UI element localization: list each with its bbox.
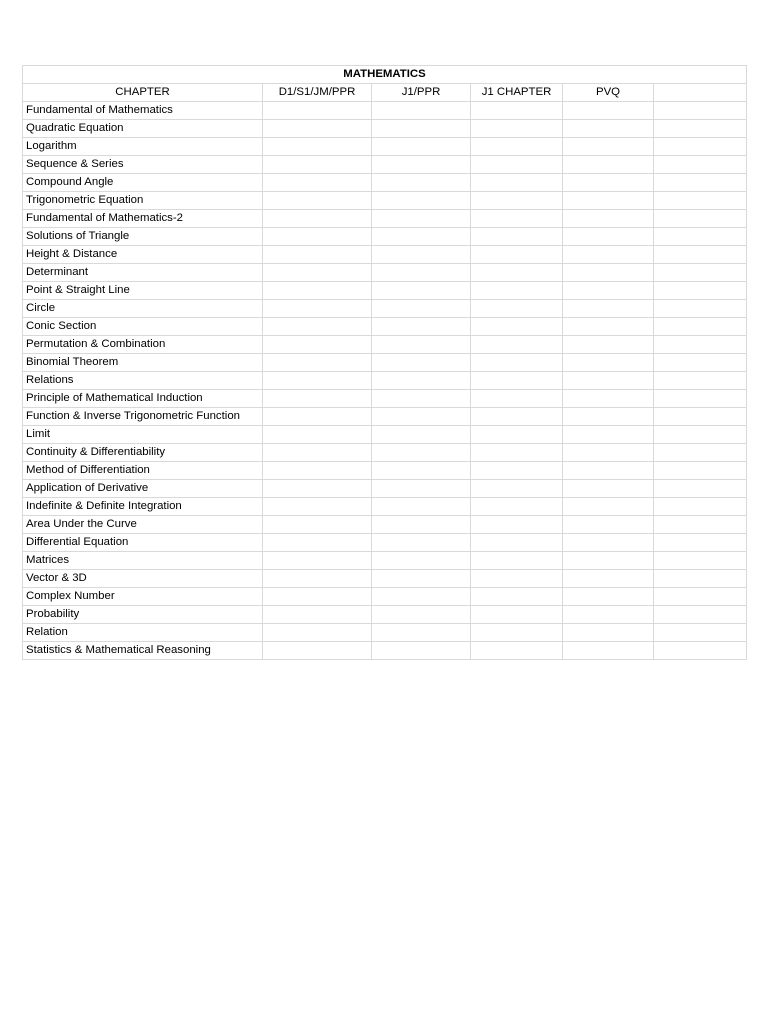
table-row [23, 570, 747, 588]
empty-cell [471, 246, 563, 264]
chapter-name-cell: Complex Number [23, 588, 263, 606]
empty-cell [471, 642, 563, 660]
empty-cell [471, 282, 563, 300]
empty-cell [563, 498, 654, 516]
empty-cell [263, 156, 372, 174]
empty-cell [654, 174, 747, 192]
empty-cell [263, 426, 372, 444]
table-row [23, 210, 747, 228]
empty-cell [263, 588, 372, 606]
empty-cell [654, 264, 747, 282]
table-row [23, 444, 747, 462]
column-header-d1-s1-jm-ppr: D1/S1/JM/PPR [263, 84, 372, 102]
table-row [23, 480, 747, 498]
empty-cell [263, 624, 372, 642]
table-row [23, 174, 747, 192]
empty-cell [471, 534, 563, 552]
chapter-name-cell: Circle [23, 300, 263, 318]
empty-cell [471, 390, 563, 408]
empty-cell [654, 534, 747, 552]
empty-cell [563, 156, 654, 174]
empty-cell [263, 534, 372, 552]
empty-cell [263, 174, 372, 192]
empty-cell [563, 534, 654, 552]
empty-cell [563, 174, 654, 192]
empty-cell [372, 516, 471, 534]
empty-cell [372, 210, 471, 228]
empty-cell [372, 534, 471, 552]
empty-cell [372, 570, 471, 588]
empty-cell [263, 102, 372, 120]
empty-cell [654, 516, 747, 534]
chapter-name-cell: Continuity & Differentiability [23, 444, 263, 462]
empty-cell [471, 516, 563, 534]
empty-cell [372, 264, 471, 282]
empty-cell [263, 462, 372, 480]
empty-cell [372, 498, 471, 516]
empty-cell [471, 408, 563, 426]
table-row [23, 372, 747, 390]
empty-cell [372, 282, 471, 300]
column-header-j1-chapter: J1 CHAPTER [471, 84, 563, 102]
empty-cell [654, 318, 747, 336]
table-row [23, 264, 747, 282]
empty-cell [563, 192, 654, 210]
empty-cell [471, 336, 563, 354]
empty-cell [471, 354, 563, 372]
column-header-j1-ppr: J1/PPR [372, 84, 471, 102]
empty-cell [654, 336, 747, 354]
chapter-name-cell: Principle of Mathematical Induction [23, 390, 263, 408]
empty-cell [563, 210, 654, 228]
chapter-name-cell: Area Under the Curve [23, 516, 263, 534]
empty-cell [372, 372, 471, 390]
table-row [23, 642, 747, 660]
empty-cell [263, 228, 372, 246]
empty-cell [563, 516, 654, 534]
table-row [23, 624, 747, 642]
table-row [23, 246, 747, 264]
empty-cell [563, 570, 654, 588]
empty-cell [263, 354, 372, 372]
empty-cell [563, 444, 654, 462]
empty-cell [654, 354, 747, 372]
chapter-name-cell: Binomial Theorem [23, 354, 263, 372]
empty-cell [654, 102, 747, 120]
chapter-name-cell: Trigonometric Equation [23, 192, 263, 210]
empty-cell [654, 372, 747, 390]
empty-cell [654, 480, 747, 498]
empty-cell [563, 480, 654, 498]
chapter-name-cell: Logarithm [23, 138, 263, 156]
table-row [23, 498, 747, 516]
empty-cell [471, 192, 563, 210]
empty-cell [471, 318, 563, 336]
empty-cell [654, 606, 747, 624]
empty-cell [263, 264, 372, 282]
chapter-name-cell: Compound Angle [23, 174, 263, 192]
empty-cell [654, 552, 747, 570]
table-row [23, 606, 747, 624]
empty-cell [263, 120, 372, 138]
empty-cell [654, 426, 747, 444]
chapter-name-cell: Height & Distance [23, 246, 263, 264]
empty-cell [563, 318, 654, 336]
chapter-name-cell: Application of Derivative [23, 480, 263, 498]
chapter-name-cell: Relations [23, 372, 263, 390]
empty-cell [563, 606, 654, 624]
column-header-chapter: CHAPTER [23, 84, 263, 102]
empty-cell [263, 408, 372, 426]
empty-cell [563, 390, 654, 408]
empty-cell [372, 120, 471, 138]
empty-cell [563, 408, 654, 426]
empty-cell [471, 480, 563, 498]
chapter-name-cell: Limit [23, 426, 263, 444]
empty-cell [654, 228, 747, 246]
empty-cell [372, 606, 471, 624]
empty-cell [471, 174, 563, 192]
empty-cell [563, 462, 654, 480]
empty-cell [471, 264, 563, 282]
empty-cell [372, 228, 471, 246]
table-row [23, 120, 747, 138]
empty-cell [654, 462, 747, 480]
empty-cell [563, 426, 654, 444]
empty-cell [563, 642, 654, 660]
empty-cell [263, 390, 372, 408]
empty-cell [372, 192, 471, 210]
empty-cell [263, 516, 372, 534]
empty-cell [654, 300, 747, 318]
empty-cell [372, 246, 471, 264]
empty-cell [372, 354, 471, 372]
table-row [23, 228, 747, 246]
column-header-pvq: PVQ [563, 84, 654, 102]
empty-cell [471, 588, 563, 606]
empty-cell [654, 138, 747, 156]
empty-cell [471, 210, 563, 228]
chapter-name-cell: Indefinite & Definite Integration [23, 498, 263, 516]
table-row [23, 138, 747, 156]
chapter-name-cell: Differential Equation [23, 534, 263, 552]
empty-cell [372, 156, 471, 174]
empty-cell [563, 354, 654, 372]
empty-cell [654, 588, 747, 606]
empty-cell [654, 210, 747, 228]
empty-cell [654, 408, 747, 426]
empty-cell [654, 642, 747, 660]
chapter-name-cell: Function & Inverse Trigonometric Function [23, 408, 263, 426]
empty-cell [654, 624, 747, 642]
table-row [23, 408, 747, 426]
empty-cell [471, 498, 563, 516]
empty-cell [471, 606, 563, 624]
empty-cell [263, 498, 372, 516]
empty-cell [372, 588, 471, 606]
empty-cell [372, 624, 471, 642]
empty-cell [654, 390, 747, 408]
table-row [23, 192, 747, 210]
empty-cell [263, 300, 372, 318]
table-row [23, 534, 747, 552]
empty-cell [263, 336, 372, 354]
empty-cell [263, 642, 372, 660]
empty-cell [263, 552, 372, 570]
empty-cell [471, 462, 563, 480]
table-row [23, 462, 747, 480]
table-row [23, 588, 747, 606]
empty-cell [471, 138, 563, 156]
table-row [23, 336, 747, 354]
chapter-name-cell: Fundamental of Mathematics-2 [23, 210, 263, 228]
chapter-table [22, 65, 747, 660]
empty-cell [372, 318, 471, 336]
empty-cell [471, 372, 563, 390]
empty-cell [471, 552, 563, 570]
spreadsheet [22, 65, 746, 660]
empty-cell [654, 282, 747, 300]
empty-cell [471, 102, 563, 120]
empty-cell [654, 444, 747, 462]
empty-cell [563, 336, 654, 354]
empty-cell [372, 552, 471, 570]
empty-cell [372, 138, 471, 156]
empty-cell [563, 264, 654, 282]
empty-cell [372, 426, 471, 444]
empty-cell [263, 282, 372, 300]
chapter-name-cell: Matrices [23, 552, 263, 570]
table-row [23, 156, 747, 174]
empty-cell [263, 480, 372, 498]
empty-cell [263, 246, 372, 264]
chapter-name-cell: Statistics & Mathematical Reasoning [23, 642, 263, 660]
chapter-name-cell: Fundamental of Mathematics [23, 102, 263, 120]
chapter-name-cell: Vector & 3D [23, 570, 263, 588]
empty-cell [263, 192, 372, 210]
chapter-name-cell: Point & Straight Line [23, 282, 263, 300]
empty-cell [471, 228, 563, 246]
empty-cell [263, 372, 372, 390]
empty-cell [471, 444, 563, 462]
empty-cell [372, 336, 471, 354]
empty-cell [471, 570, 563, 588]
table-row [23, 102, 747, 120]
empty-cell [654, 246, 747, 264]
empty-cell [563, 282, 654, 300]
chapter-name-cell: Relation [23, 624, 263, 642]
empty-cell [654, 498, 747, 516]
empty-cell [372, 408, 471, 426]
chapter-name-cell: Quadratic Equation [23, 120, 263, 138]
empty-cell [263, 138, 372, 156]
empty-cell [372, 444, 471, 462]
empty-cell [563, 300, 654, 318]
chapter-name-cell: Method of Differentiation [23, 462, 263, 480]
empty-cell [563, 228, 654, 246]
empty-cell [563, 102, 654, 120]
empty-cell [563, 552, 654, 570]
table-row [23, 552, 747, 570]
chapter-name-cell: Probability [23, 606, 263, 624]
chapter-name-cell: Determinant [23, 264, 263, 282]
table-row [23, 282, 747, 300]
chapter-name-cell: Solutions of Triangle [23, 228, 263, 246]
empty-cell [563, 246, 654, 264]
empty-cell [471, 156, 563, 174]
table-row [23, 318, 747, 336]
table-row [23, 390, 747, 408]
table-row [23, 426, 747, 444]
empty-cell [372, 462, 471, 480]
empty-cell [372, 300, 471, 318]
empty-cell [563, 624, 654, 642]
empty-cell [372, 174, 471, 192]
empty-cell [563, 588, 654, 606]
chapter-name-cell: Sequence & Series [23, 156, 263, 174]
empty-cell [372, 642, 471, 660]
empty-cell [263, 318, 372, 336]
empty-cell [471, 300, 563, 318]
empty-cell [372, 390, 471, 408]
empty-cell [263, 210, 372, 228]
table-row [23, 354, 747, 372]
chapter-name-cell: Conic Section [23, 318, 263, 336]
empty-cell [471, 120, 563, 138]
empty-cell [372, 102, 471, 120]
empty-cell [654, 156, 747, 174]
empty-cell [263, 606, 372, 624]
empty-cell [471, 624, 563, 642]
table-row [23, 516, 747, 534]
empty-cell [563, 138, 654, 156]
empty-cell [563, 120, 654, 138]
empty-cell [654, 120, 747, 138]
empty-cell [263, 444, 372, 462]
empty-cell [654, 570, 747, 588]
empty-cell [563, 372, 654, 390]
table-title: MATHEMATICS [23, 66, 747, 84]
chapter-name-cell: Permutation & Combination [23, 336, 263, 354]
empty-cell [372, 480, 471, 498]
empty-cell [654, 192, 747, 210]
title-row [23, 66, 747, 84]
empty-cell [263, 570, 372, 588]
header-row [23, 84, 747, 102]
empty-cell [471, 426, 563, 444]
table-row [23, 300, 747, 318]
column-header-blank [654, 84, 747, 102]
